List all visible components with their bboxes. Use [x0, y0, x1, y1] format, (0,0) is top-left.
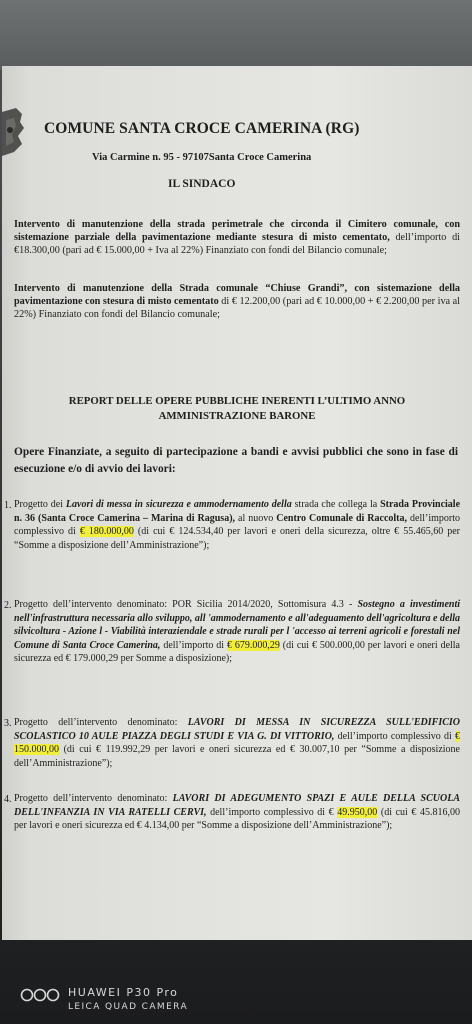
page-title: COMUNE SANTA CROCE CAMERINA (RG) [44, 120, 360, 137]
intro-paragraph-1: Intervento di manutenzione della strada perimetrale che circonda il Cimitero comunale, con sistemazione parziale della pavimentazione mediante stesura di misto cementato, dell’importo di €18.300,00 (pari ad € 15.000,00 + Iva al 22%) Finanziato con fondi del Bilancio comunale; [14, 219, 460, 256]
office-heading: IL SINDACO [168, 178, 236, 190]
intro-paragraph-2: Intervento di manutenzione della Strada comunale “Chiuse Grandi”, con sistemazione della pavimentazione con stesura di misto cementato di € 12.200,00 (pari ad € 10.000,00 + € 2.200,00 per iva al 22%) Finanziato con fondi del Bilancio comunale; [14, 283, 460, 320]
opere-heading: Opere Finanziate, a seguito di partecipazione a bandi e avvisi pubblici che sono in fase di esecuzione e/o di avvio dei lavori: [14, 446, 458, 475]
highlighted-amount: 49.950,00 [337, 806, 378, 818]
item-number: 3. [4, 718, 12, 729]
highlighted-amount: € 679.000,29 [226, 639, 280, 651]
list-item: Progetto dell’intervento denominato: LAVORI DI MESSA IN SICUREZZA SULL'EDIFICIO SCOLASTICO 10 AULE PIAZZA DEGLI STUDI E VIA G. DI VITTORIO, dell’importo complessivo di € 150.000,00 (di cui € 119.992,29 per lavori e oneri sicurezza ed € 30.007,10 per “Somme a disposizione dell’Amministrazione”); [14, 717, 460, 769]
camera-brand: HUAWEI P30 Pro [68, 986, 179, 999]
list-item: Progetto dell’intervento denominato: POR Sicilia 2014/2020, Sottomisura 4.3 - Sostegno a investimenti nell'infrastruttura necessaria allo sviluppo, all 'ammodernamento e all'adeguamento dell'agricoltura e della silvicoltura - Azione l - Viabilità interaziendale e strade rurali per l 'accesso ai terreni agricoli e forestali nel Comune di Santa Croce Camerina, dell’importo di € 679.000,29 (di cui € 500.000,00 per lavori e oneri della sicurezza ed € 179.000,29 per Somme a disposizione); [14, 599, 461, 664]
municipal-crest-icon [2, 106, 28, 158]
photo-background-top [0, 0, 472, 70]
document-page [2, 66, 472, 940]
camera-rings-icon [20, 988, 60, 1002]
item-number: 2. [4, 600, 12, 611]
address-line: Via Carmine n. 95 - 97107Santa Croce Camerina [92, 152, 312, 163]
highlighted-amount: € 150.000,00 [14, 730, 460, 755]
highlighted-amount: € 180.000,00 [79, 526, 134, 537]
list-item: Progetto dei Lavori di messa in sicurezza e ammodernamento della strada che collega la Strada Provinciale n. 36 (Santa Croce Camerina – Marina di Ragusa), al nuovo Centro Comunale di Raccolta, dell’importo complessivo di € 180.000,00 (di cui € 124.534,40 per lavori e oneri della sicurezza, oltre € 55.465,60 per “Somme a disposizione dell’Amministrazione”); [14, 499, 461, 551]
report-title: REPORT DELLE OPERE PUBBLICHE INERENTI L’ULTIMO ANNO AMMINISTRAZIONE BARONE [68, 395, 406, 422]
camera-subtitle: LEICA QUAD CAMERA [68, 1002, 189, 1012]
item-number: 4. [4, 794, 12, 805]
item-number: 1. [4, 500, 12, 511]
list-item: Progetto dell’intervento denominato: LAVORI DI ADEGUMENTO SPAZI E AULE DELLA SCUOLA DELL'INFANZIA IN VIA RATELLI CERVI, dell’importo complessivo di € 49.950,00 (di cui € 45.816,00 per lavori e oneri sicurezza ed € 4.134,00 per “Somme a disposizione dell’Amministrazione”); [14, 793, 461, 831]
